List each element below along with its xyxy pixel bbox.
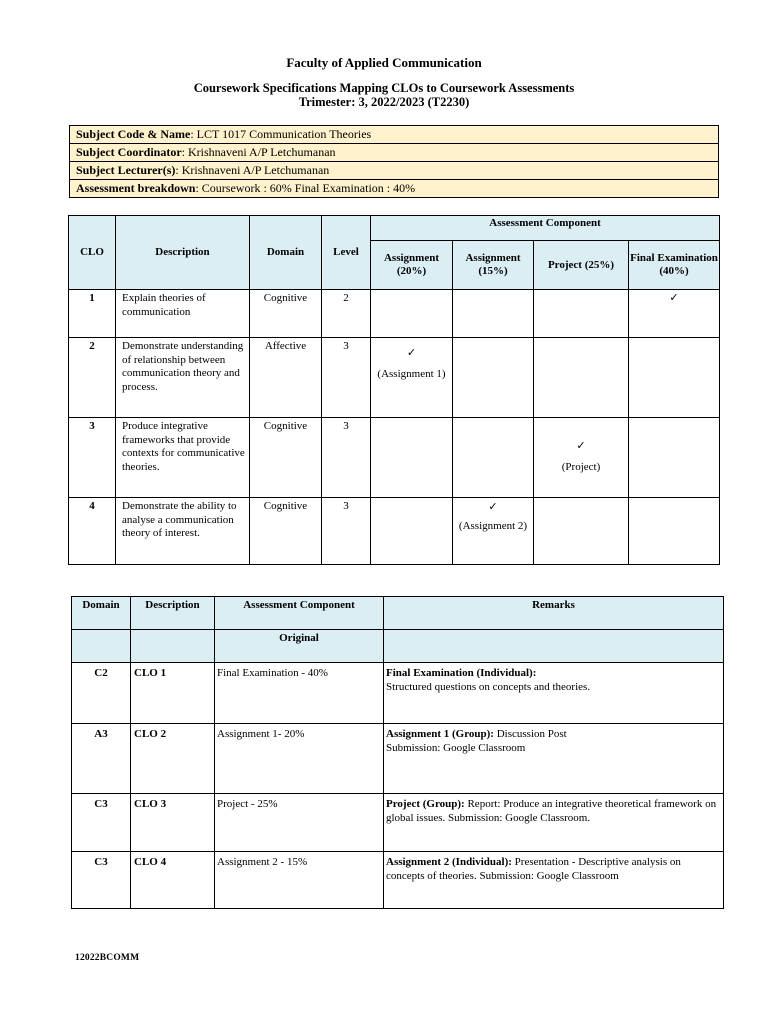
clo-number: 3 [69, 418, 116, 498]
mark-cell [371, 338, 453, 418]
domain-header: Domain [250, 216, 322, 290]
assessment-component-header: Assessment Component [371, 216, 720, 241]
mark-cell [534, 290, 629, 338]
clo-cell: CLO 3 [131, 794, 215, 852]
mark-cell [371, 498, 453, 565]
mark-cell [453, 338, 534, 418]
clo-domain: Cognitive [250, 290, 322, 338]
component-header-project: Project (25%) [534, 241, 629, 290]
clo-number: 2 [69, 338, 116, 418]
clo-description: Demonstrate the ability to analyse a communication theory of interest. [116, 498, 250, 565]
clo-header: CLO [69, 216, 116, 290]
clo-description: Explain theories of communication [116, 290, 250, 338]
table-row [69, 418, 720, 498]
remark-cell [384, 724, 724, 794]
clo-description: Demonstrate understanding of relationship between communication theory and process. [116, 338, 250, 418]
info-label: Assessment breakdown [76, 181, 196, 195]
info-label: Subject Code & Name [76, 127, 191, 141]
mark-cell [453, 418, 534, 498]
faculty-title: Faculty of Applied Communication [286, 55, 482, 70]
mark-cell [371, 290, 453, 338]
subject-code-cell [70, 126, 719, 144]
mark-note: (Project) [561, 461, 601, 473]
remark-text: Report: Produce an integrative theoretical framework on global issues. Submission: Google Classroom. [386, 798, 717, 824]
domain-header: Domain [72, 597, 131, 630]
domain-cell: C2 [72, 663, 131, 724]
info-label: Subject Lecturer(s) [76, 163, 176, 177]
component-header-assignment-20: Assignment (20%) [371, 241, 453, 290]
remark-title: Assignment 2 (Individual): [386, 856, 512, 868]
info-value: : Krishnaveni A/P Letchumanan [175, 163, 330, 177]
clo-header-row [69, 216, 720, 241]
domain-cell: A3 [72, 724, 131, 794]
remark-extra: Submission: Google Classroom [386, 742, 526, 754]
component-header-assignment-15: Assignment (15%) [453, 241, 534, 290]
check-icon: ✓ [488, 500, 498, 513]
component-cell: Assignment 2 - 15% [215, 852, 384, 909]
remark-text: Structured questions on concepts and theories. [386, 681, 591, 693]
document-title-line: Coursework Specifications Mapping CLOs to Coursework Assessments [193, 81, 575, 95]
clo-domain: Affective [250, 338, 322, 418]
subject-info-row [70, 126, 719, 144]
description-header: Description [116, 216, 250, 290]
subject-coordinator-cell [70, 144, 719, 162]
remarks-header-row [72, 597, 724, 630]
table-row [69, 290, 720, 338]
subject-info-row [70, 144, 719, 162]
remark-title: Final Examination (Individual): [386, 667, 537, 679]
table-row [72, 663, 724, 724]
mark-cell [371, 418, 453, 498]
table-row [72, 794, 724, 852]
check-icon: ✓ [576, 439, 586, 452]
remark-cell [384, 663, 724, 724]
remark-cell [384, 794, 724, 852]
mark-cell [534, 338, 629, 418]
remark-title: Project (Group): [386, 798, 465, 810]
clo-level: 3 [322, 498, 371, 565]
clo-number: 1 [69, 290, 116, 338]
table-row [72, 724, 724, 794]
mark-cell [534, 498, 629, 565]
component-cell: Final Examination - 40% [215, 663, 384, 724]
info-label: Subject Coordinator [76, 145, 182, 159]
mark-cell [629, 418, 720, 498]
remarks-header: Remarks [384, 597, 724, 630]
check-icon: ✓ [669, 291, 679, 304]
clo-description: Produce integrative frameworks that provide contexts for communicative theories. [116, 418, 250, 498]
info-value: : Krishnaveni A/P Letchumanan [181, 145, 336, 159]
subject-info-row [70, 180, 719, 198]
remarks-table [71, 596, 724, 909]
info-value: : Coursework : 60% Final Examination : 40% [195, 181, 416, 195]
clo-cell: CLO 1 [131, 663, 215, 724]
mark-note: (Assignment 2) [458, 520, 528, 532]
component-header-final-exam: Final Examination (40%) [629, 241, 720, 290]
subject-info-row [70, 162, 719, 180]
remark-title: Assignment 1 (Group): [386, 728, 494, 740]
remark-text: Discussion Post [493, 728, 567, 740]
clo-level: 3 [322, 338, 371, 418]
table-row [69, 338, 720, 418]
clo-number: 4 [69, 498, 116, 565]
mark-note: (Assignment 1) [377, 368, 446, 380]
original-header: Original [215, 630, 384, 663]
mark-cell [629, 498, 720, 565]
component-cell: Project - 25% [215, 794, 384, 852]
assessment-breakdown-cell [70, 180, 719, 198]
clo-mapping-table [68, 215, 720, 565]
level-header: Level [322, 216, 371, 290]
check-icon: ✓ [406, 346, 417, 359]
subject-info-table [69, 125, 719, 198]
domain-cell: C3 [72, 852, 131, 909]
mark-cell [453, 498, 534, 565]
description-header: Description [131, 597, 215, 630]
mark-cell [453, 290, 534, 338]
mark-cell [534, 418, 629, 498]
clo-domain: Cognitive [250, 418, 322, 498]
empty-header [131, 630, 215, 663]
table-row [69, 498, 720, 565]
clo-level: 3 [322, 418, 371, 498]
component-cell: Assignment 1- 20% [215, 724, 384, 794]
empty-header [72, 630, 131, 663]
remark-text: Presentation - Descriptive analysis on concepts of theories. Submission: Google Classroom [386, 856, 681, 882]
domain-cell: C3 [72, 794, 131, 852]
empty-header [384, 630, 724, 663]
mark-cell [629, 290, 720, 338]
document-title [0, 81, 768, 109]
info-value: : LCT 1017 Communication Theories [190, 127, 372, 141]
assessment-component-header: Assessment Component [215, 597, 384, 630]
subject-lecturer-cell [70, 162, 719, 180]
table-row [72, 852, 724, 909]
document-code: 12022BCOMM [75, 953, 140, 963]
mark-cell [629, 338, 720, 418]
clo-cell: CLO 2 [131, 724, 215, 794]
remarks-subheader-row [72, 630, 724, 663]
trimester-line: Trimester: 3, 2022/2023 (T2230) [298, 95, 470, 109]
clo-level: 2 [322, 290, 371, 338]
remark-cell [384, 852, 724, 909]
clo-domain: Cognitive [250, 498, 322, 565]
clo-cell: CLO 4 [131, 852, 215, 909]
